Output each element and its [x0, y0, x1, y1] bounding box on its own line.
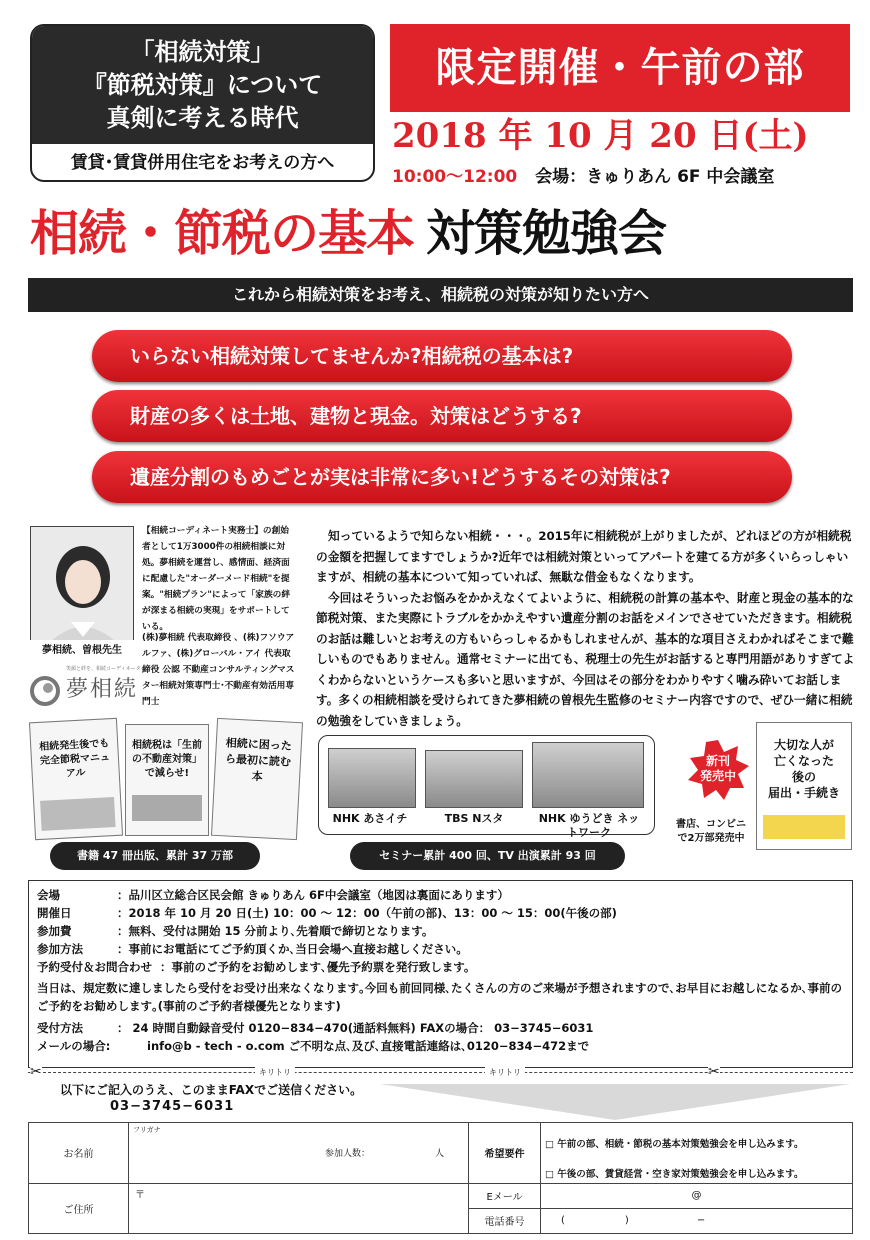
book-title-1: 相続発生後でも完全節税マニュアル [39, 738, 111, 780]
form-email-field[interactable] [541, 1183, 853, 1208]
subtitle-bar: これから相続対策をお考え、相続税の対策が知りたい方へ [28, 278, 853, 312]
event-date: 2018 年 10 月 20 日(土) [392, 116, 809, 156]
form-at-sign: @ [691, 1190, 702, 1202]
fax-number: 03−3745−6031 [110, 1099, 235, 1114]
down-arrow-icon [380, 1084, 850, 1120]
tv-show-2: TBS Nスタ [444, 812, 504, 825]
body-paragraph-1: 知っているようで知らない相続・・・。2015年に相続税が上がりましたが、どれほどの方が相続税の金額を把握してますでしょうか?近年では相続対策といってアパートを建てる方が多くいらっしゃいますが、相続の基本について知っていれば、無駄な借金もなくなります。 [316, 529, 852, 584]
form-phone-label: 電話番号 [469, 1208, 541, 1233]
new-book-cover-line-1: 大切な人が [773, 738, 834, 752]
limited-session-banner: 限定開催・午前の部 [390, 24, 850, 112]
question-pill-3: 遺産分割のもめごとが実は非常に多い!どうするその対策は? [92, 451, 792, 503]
info-label: 参加方法 [37, 942, 83, 956]
form-postal: 〒 [135, 1189, 145, 1201]
info-value: ：2018 年 10 月 20 日(土) 10：00 〜 12：00（午前の部)、13：00 〜 15：00(午後の部) [117, 906, 617, 920]
new-book-caption-1: 書店、コンビニ [676, 819, 746, 830]
event-time: 10:00〜12:00 [392, 167, 518, 187]
form-phone-paren-close: ) [624, 1215, 629, 1227]
info-row-reception [37, 1020, 593, 1036]
body-paragraph-2: 今回はそういったお悩みをかかえなくてよいように、相続税の計算の基本や、財産と現金の基本的な節税対策、また実際にトラブルをかかえやすい遺産分割のお話をメインでさせていただきます。相続税のお話は難しいとお考えの方もいらっしゃるかもしれませんが、基本的な項目さえわかればそこまで難しいものでもありません。通常セミナーに出ても、税理士の先生がお話すると専門用語がありすぎてよくわからないというケースも多いと思いますが、今回はその部分をわかりやすく噛み砕いてお話します。多くの相続相談を受けられてきた夢相続の曽根先生監修のセミナー内容ですので、ぜひ一緒に相続の勉強をしていきましょう。 [316, 590, 855, 728]
headline-box [30, 24, 375, 182]
cut-label: キリトリ [485, 1067, 525, 1078]
seminar-stats-pill: セミナー累計 400 回、TV 出演累計 93 回 [350, 842, 625, 870]
main-title-red: 相続・節税の基本 [30, 204, 415, 262]
event-info-box [28, 880, 853, 1068]
badge-line-1: 新刊 [705, 754, 730, 768]
form-address-label: ご住所 [29, 1183, 129, 1233]
info-label: 受付方法 [37, 1021, 83, 1035]
logo-tagline: 笑顔と絆を、相続コーディネーター [66, 666, 146, 672]
headline-dark-area [32, 26, 373, 144]
headline-line-1: 「相続対策」 [130, 38, 275, 66]
yumesouzoku-logo-icon [30, 676, 60, 706]
scissors-icon: ✂ [708, 1064, 720, 1080]
main-title [30, 193, 840, 273]
main-body-text [316, 526, 856, 731]
question-pill-1: いらない相続対策してませんか?相続税の基本は? [92, 330, 792, 382]
info-row-venue [37, 887, 509, 903]
form-name-label: お名前 [29, 1123, 129, 1184]
new-book-cover [756, 722, 852, 850]
info-label: 参加費 [37, 924, 72, 938]
form-participants-label: 参加人数： [325, 1149, 371, 1159]
tv-show-1: NHK あさイチ [332, 812, 408, 825]
form-furigana: フリガナ [133, 1126, 161, 1134]
info-label: メールの場合: [37, 1039, 111, 1053]
form-email-label: Eメール [469, 1183, 541, 1208]
book-title-2: 相続税は「生前の不動産対策」で減らせ! [132, 740, 202, 779]
form-person-unit: 人 [435, 1149, 445, 1159]
lecturer-positions: (株)夢相続 代表取締役 、(株)フソウアルファ、(株)グローバル・アイ 代表取締役 公認 不動産コンサルティングマスター相続対策専門士･不動産有効活用専門士 [142, 633, 295, 707]
new-book-caption-2: で2万部発売中 [677, 833, 745, 844]
info-row-reservation [37, 959, 475, 975]
info-value: ：事前にお電話にてご予約頂くか､当日会場へ直接お越しください。 [117, 942, 468, 956]
form-request-label: 希望要件 [469, 1123, 541, 1184]
book-cover-1 [29, 718, 123, 840]
lecturer-caption: 夢相続、曽根先生 [30, 640, 134, 662]
form-phone-field[interactable] [541, 1208, 853, 1233]
info-value: ： 24 時間自動録音受付 0120−834−470(通話料無料) FAXの場合： 03−3745−6031 [117, 1021, 594, 1035]
question-pill-2: 財産の多くは土地、建物と現金。対策はどうする? [92, 390, 792, 442]
logo-text: 夢相続 [66, 677, 139, 702]
event-time-venue [392, 162, 774, 187]
fax-instruction: 以下にご記入のうえ、このままFAXでご送信ください。 [60, 1083, 363, 1097]
form-option-morning[interactable]: □ 午前の部、相続・節税の基本対策勉強会を申し込みます。 [541, 1123, 853, 1163]
info-note: 当日は、規定数に達しましたら受付をお受け出来なくなります｡今回も前回同様､たくさんの方のご来場が予想されますので､お早目にお越しになるか､事前のご予約をお勧めします｡(事前のご予約者様優先となります) [37, 981, 842, 1013]
info-value: ：品川区立総合区民会館 きゅりあん 6F中会議室（地図は裏面にあります） [117, 888, 509, 902]
new-book-cover-line-3: 後の [791, 770, 816, 784]
badge-line-2: 発売中 [699, 769, 736, 783]
headline-line-2: 『節税対策』について [82, 71, 323, 99]
book-cover-2 [125, 724, 209, 836]
cut-label: キリトリ [255, 1067, 295, 1078]
scissors-icon: ✂ [30, 1064, 42, 1080]
book-cover-3 [211, 718, 303, 840]
info-row-mail [37, 1038, 589, 1054]
application-form [28, 1122, 853, 1234]
form-address-field[interactable] [129, 1183, 469, 1233]
info-value: ：無料、受付は開始 15 分前より､先着順で締切となります。 [117, 924, 434, 938]
new-release-badge [686, 754, 750, 784]
lecturer-bio: 【相続コーディネート実務士】の創始者として1万3000件の相続相談に対処。夢相続を運営し、感情面、経済面に配慮した"オーダーメード相続"を提案。"相続プラン"によって「家族の絆が深まる相続の実現」をサポートしている。 [142, 526, 291, 632]
headline-sub: 賃貸･賃貸併用住宅をお考えの方へ [70, 153, 335, 173]
headline-line-3: 真剣に考える時代 [106, 104, 299, 132]
info-label: 会場 [37, 888, 60, 902]
new-book-cover-line-4: 届出・手続き [767, 786, 840, 800]
tv-show-3: NHK ゆうどき ネットワーク [538, 812, 640, 839]
info-row-method [37, 941, 468, 957]
info-row-date [37, 905, 617, 921]
tv-screenshot-1 [328, 748, 416, 808]
new-book-caption [668, 818, 754, 846]
main-title-black: 対策勉強会 [426, 204, 667, 262]
book-title-3: 相続に困ったら最初に読む本 [224, 736, 293, 784]
event-venue: 会場：きゅりあん 6F 中会議室 [535, 167, 775, 187]
form-option-afternoon[interactable]: □ 午後の部、賃貸経営・空き家対策勉強会を申し込みます。 [541, 1162, 853, 1183]
form-name-field[interactable] [129, 1123, 469, 1184]
cut-line [28, 1072, 853, 1073]
info-label: 予約受付＆お問合わせ [37, 960, 152, 974]
new-book-cover-line-2: 亡くなった [773, 754, 834, 768]
form-phone-dash: − [696, 1215, 706, 1227]
form-phone-paren-open: ( [561, 1215, 565, 1227]
books-stats-pill: 書籍 47 冊出版、累計 37 万部 [50, 842, 260, 870]
info-value: info@b - tech - o.com ご不明な点､及び､直接電話連絡は､0120−834−472まで [147, 1039, 590, 1053]
info-row-fee [37, 923, 433, 939]
tv-screenshot-3 [532, 742, 644, 808]
info-label: 開催日 [37, 906, 72, 920]
tv-screenshot-2 [425, 750, 523, 808]
info-value: ：事前のご予約をお勧めします､優先予約票を発行致します。 [160, 960, 476, 974]
